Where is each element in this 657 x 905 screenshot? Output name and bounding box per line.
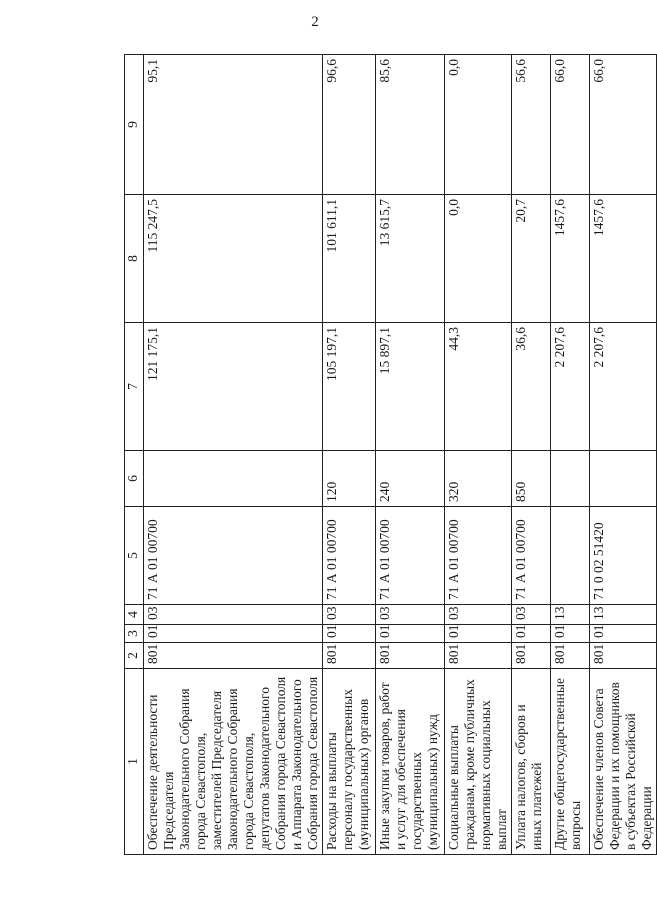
row-subsection-code: 03 [512,605,551,625]
row-subsection-code: 03 [323,605,376,625]
row-expense-type [590,451,657,507]
row-ministry-code: 801 [512,643,551,669]
row-target-code: 71 А 01 00700 [323,507,376,605]
row-percent: 0,0 [445,55,512,195]
table-row [590,55,657,855]
header-col-5: 5 [125,507,144,605]
row-section-code: 01 [512,625,551,643]
row-percent: 66,0 [551,55,590,195]
row-name: Социальные выплаты гражданам, кроме публичных нормативных социальных выплат [445,669,512,855]
row-target-code: 71 А 01 00700 [144,507,323,605]
row-planned: 2 207,6 [551,323,590,451]
table-row [512,55,551,855]
row-ministry-code: 801 [551,643,590,669]
header-col-8: 8 [125,195,144,323]
row-name: Уплата налогов, сборов и иных платежей [512,669,551,855]
page-number: 2 [311,14,319,30]
row-executed: 1457,6 [590,195,657,323]
row-executed: 13 615,7 [376,195,445,323]
row-planned: 2 207,6 [590,323,657,451]
header-col-2: 2 [125,643,144,669]
row-target-code: 71 А 01 00700 [445,507,512,605]
row-ministry-code: 801 [144,643,323,669]
row-percent: 96,6 [323,55,376,195]
row-percent: 95,1 [144,55,323,195]
header-col-4: 4 [125,605,144,625]
table-row [376,55,445,855]
row-name: Обеспечение членов Совета Федерации и их помощников в субъектах Российской Федерации [590,669,657,855]
header-col-6: 6 [125,451,144,507]
row-planned: 36,6 [512,323,551,451]
row-section-code: 01 [376,625,445,643]
row-planned: 105 197,1 [323,323,376,451]
row-ministry-code: 801 [376,643,445,669]
row-percent: 85,6 [376,55,445,195]
header-col-9: 9 [125,55,144,195]
row-percent: 66,0 [590,55,657,195]
table-row [445,55,512,855]
header-row [125,55,144,855]
row-name: Иные закупки товаров, работ и услуг для обеспечения государственных (муниципальных) нужд [376,669,445,855]
row-section-code: 01 [445,625,512,643]
row-subsection-code: 03 [445,605,512,625]
row-executed: 115 247,5 [144,195,323,323]
row-planned: 121 175,1 [144,323,323,451]
rotated-table-container [124,54,657,855]
header-col-1: 1 [125,669,144,855]
row-percent: 56,6 [512,55,551,195]
row-name: Другие общегосударственные вопросы [551,669,590,855]
row-subsection-code: 13 [590,605,657,625]
row-expense-type: 850 [512,451,551,507]
row-executed: 101 611,1 [323,195,376,323]
row-section-code: 01 [144,625,323,643]
row-planned: 15 897,1 [376,323,445,451]
row-target-code: 71 А 01 00700 [376,507,445,605]
row-expense-type [551,451,590,507]
row-ministry-code: 801 [590,643,657,669]
budget-table [124,54,657,855]
row-expense-type [144,451,323,507]
row-section-code: 01 [551,625,590,643]
row-section-code: 01 [323,625,376,643]
row-target-code: 71 А 01 00700 [512,507,551,605]
row-ministry-code: 801 [445,643,512,669]
header-col-3: 3 [125,625,144,643]
row-planned: 44,3 [445,323,512,451]
row-expense-type: 320 [445,451,512,507]
row-subsection-code: 13 [551,605,590,625]
row-subsection-code: 03 [144,605,323,625]
row-executed: 1457,6 [551,195,590,323]
table-row [323,55,376,855]
row-expense-type: 240 [376,451,445,507]
row-ministry-code: 801 [323,643,376,669]
row-subsection-code: 03 [376,605,445,625]
row-expense-type: 120 [323,451,376,507]
table-row [551,55,590,855]
header-col-7: 7 [125,323,144,451]
row-target-code: 71 0 02 51420 [590,507,657,605]
row-executed: 20,7 [512,195,551,323]
row-target-code [551,507,590,605]
table-row [144,55,323,855]
row-name: Расходы на выплаты персоналу государственных (муниципальных) органов [323,669,376,855]
row-executed: 0,0 [445,195,512,323]
row-name: Обеспечение деятельности Председателя Законодательного Собрания города Севастополя, заместителей Председателя Законодательного Собрания города Севастополя, депутатов Законодательного Собрания города Севастополя и Аппарата Законодательного Собрания города Севастополя [144,669,323,855]
row-section-code: 01 [590,625,657,643]
